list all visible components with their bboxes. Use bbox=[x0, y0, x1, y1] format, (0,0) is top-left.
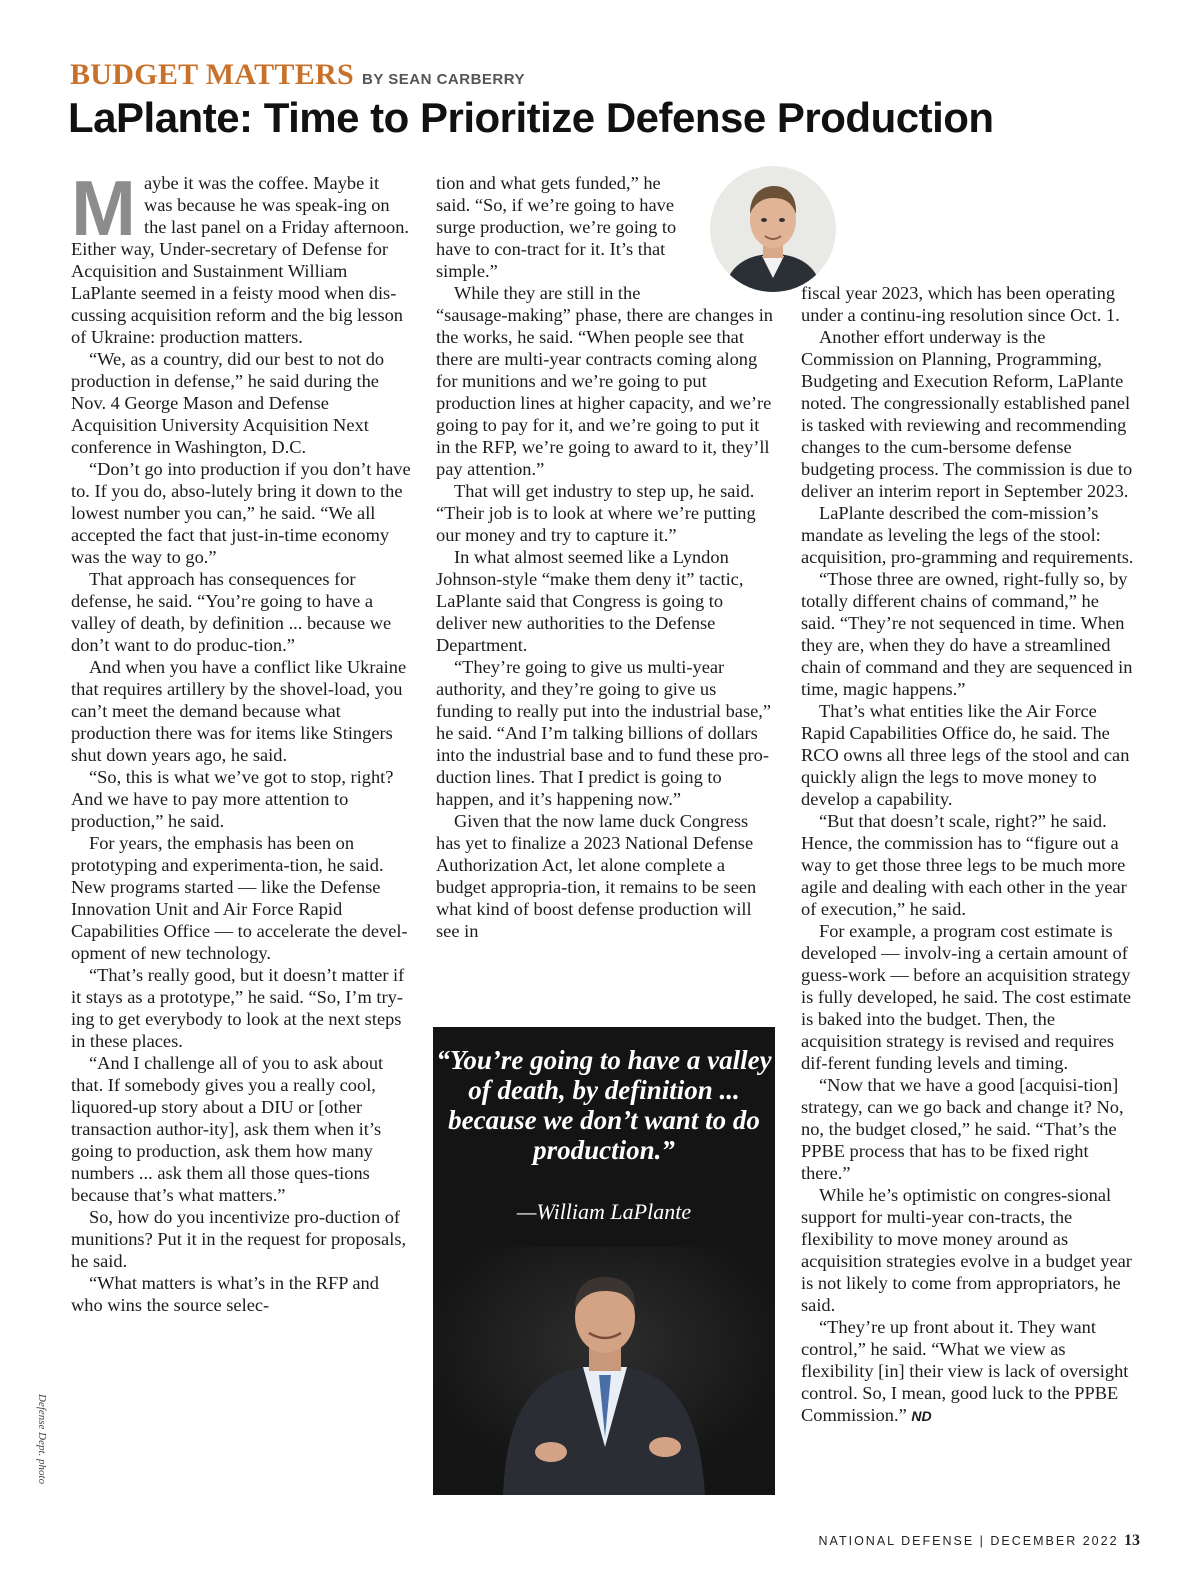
issue-date: DECEMBER 2022 bbox=[990, 1534, 1119, 1548]
paragraph: That approach has consequences for defense, he said. “You’re going to have a valley of death, by definition ... because we don’t want to do produc-tion.” bbox=[71, 569, 392, 655]
page-footer bbox=[819, 1532, 1140, 1550]
paragraph: That will get industry to step up, he said. “Their job is to look at where we’re putting our money and try to capture it.” bbox=[436, 481, 756, 545]
paragraph: Another effort underway is the Commission on Planning, Programming, Budgeting and Execution Reform, LaPlante noted. The congressionally established panel is tasked with reviewing and recommending changes to the cum-bersome defense budgeting process. The commission is due to deliver an interim report in September 2023. bbox=[801, 327, 1133, 501]
paragraph: Given that the now lame duck Congress has yet to finalize a 2023 National Defense Authorization Act, let alone complete a budget appropria-tion, it remains to be seen what kind of boost defense production will see in bbox=[436, 811, 757, 941]
paragraph: And when you have a conflict like Ukraine that requires artillery by the shovel-load, you can’t meet the demand because what production there was for items like Stingers shut down years ago, he said. bbox=[71, 657, 407, 765]
byline: BY SEAN CARBERRY bbox=[362, 71, 526, 88]
article-column-1 bbox=[71, 164, 411, 1316]
paragraph: For example, a program cost estimate is developed — involv-ing a certain amount of guess-work — before an acquisition strategy is fully developed, he said. The cost estimate is baked into the budget. Then, the acquisition strategy is revised and requires dif-ferent funding levels and timing. bbox=[801, 921, 1132, 1073]
photo-credit: Defense Dept. photo bbox=[36, 1394, 48, 1485]
paragraph: That’s what entities like the Air Force Rapid Capabilities Office do, he said. The RCO owns all three legs of the stool and can quickly align the legs to move money to develop a capability. bbox=[801, 701, 1130, 809]
paragraph: “But that doesn’t scale, right?” he said. Hence, the commission has to “figure out a way to get those three legs to be much more agile and dealing with each other in the year of execution,” he said. bbox=[801, 811, 1127, 919]
paragraph: LaPlante described the com-mission’s mandate as leveling the legs of the stool: acquisition, pro-gramming and requirements. bbox=[801, 503, 1134, 567]
pull-quote-text: “You’re going to have a valley of death, by definition ... because we don’t want to do production.” bbox=[436, 1045, 772, 1165]
paragraph: “And I challenge all of you to ask about that. If somebody gives you a really cool, liquored-up story about a DIU or [other transaction author-ity], ask them when it’s going to production, ask them how many numbers ... ask them all those ques-tions because that’s what matters.” bbox=[71, 1053, 384, 1205]
speaker-photo bbox=[433, 1247, 775, 1495]
paragraph: “They’re up front about it. They want control,” he said. “What we view as flexibility [in] their view is lack of oversight control. So, I mean, good luck to the PPBE Commission.” ND bbox=[801, 1317, 1129, 1425]
paragraph: For years, the emphasis has been on prototyping and experimenta-tion, he said. New programs started — like the Defense Innovation Unit and Air Force Rapid Capabilities Office — to accelerate the devel-opment of new technology. bbox=[71, 833, 408, 963]
paragraph: tion and what gets funded,” he said. “So, if we’re going to have surge production, we’re going to have to con-tract for it. It’s that simple.” bbox=[436, 173, 677, 281]
paragraph: So, how do you incentivize pro-duction of munitions? Put it in the request for proposals, he said. bbox=[71, 1207, 407, 1271]
paragraph: “They’re going to give us multi-year authority, and they’re going to give us funding to really put into the industrial base,” he said. “And I’m talking billions of dollars into the industrial base and to fund these pro-duction lines. That I predict is going to happen, and it’s happening now.” bbox=[436, 657, 772, 809]
paragraph: “Now that we have a good [acquisi-tion] strategy, can we go back and change it? No, no, the budget closed,” he said. “That’s the PPBE process that has to be fixed right there.” bbox=[801, 1075, 1124, 1183]
signoff-mark: ND bbox=[911, 1408, 932, 1424]
paragraph: “What matters is what’s in the RFP and who wins the source selec- bbox=[71, 1273, 379, 1315]
article-column-3 bbox=[801, 172, 1136, 1427]
drop-cap: M bbox=[71, 164, 136, 252]
article-headline: LaPlante: Time to Prioritize Defense Production bbox=[68, 94, 994, 141]
pull-quote-box bbox=[433, 1027, 775, 1495]
section-label: BUDGET MATTERS bbox=[70, 58, 354, 91]
article-column-2 bbox=[436, 172, 776, 942]
pull-quote-attribution: —William LaPlante bbox=[516, 1199, 692, 1224]
paragraph: While he’s optimistic on congres-sional support for multi-year con-tracts, the flexibility to move money around as acquisition strategies evolve in a budget year is not likely to come from appropriators, he said. bbox=[801, 1185, 1132, 1315]
paragraph: “So, this is what we’ve got to stop, right? And we have to pay more attention to production,” he said. bbox=[71, 767, 394, 831]
paragraph: While they are still in the “sausage-making” phase, there are changes in the works, he said. “When people see that there are multi-year contracts coming along for munitions and we’re going to put production lines at higher capacity, and we’re going to pay for it, and we’re going to put it in the RFP, we’re going to award to it, they’ll pay attention.” bbox=[436, 283, 774, 479]
paragraph: Maybe it was the coffee. Maybe it was because he was speak-ing on the last panel on a Friday afternoon. Either way, Under-secretary of Defense for Acquisition and Sustainment William LaPlante seemed in a feisty mood when dis-cussing acquisition reform and the big lesson of Ukraine: production matters. bbox=[71, 164, 410, 347]
publication-name: NATIONAL DEFENSE bbox=[818, 1534, 975, 1548]
section-kicker bbox=[70, 58, 525, 92]
paragraph: “Those three are owned, right-fully so, by totally different chains of command,” he said. “They’re not sequenced in time. When they are, when they do have a streamlined chain of command and they are sequenced in time, magic happens.” bbox=[801, 569, 1133, 699]
paragraph: “Don’t go into production if you don’t have to. If you do, abso-lutely bring it down to the lowest number you can,” he said. “We all accepted the fact that just-in-time economy was the way to go.” bbox=[71, 459, 411, 567]
paragraph: fiscal year 2023, which has been operating under a continu-ing resolution since Oct. 1. bbox=[801, 283, 1120, 325]
page-number: 13 bbox=[1124, 1532, 1140, 1549]
paragraph: In what almost seemed like a Lyndon Johnson-style “make them deny it” tactic, LaPlante said that Congress is going to deliver new authorities to the Defense Department. bbox=[436, 547, 744, 655]
footer-separator: | bbox=[979, 1534, 985, 1548]
paragraph: “We, as a country, did our best to not do production in defense,” he said during the Nov. 4 George Mason and Defense Acquisition University Acquisition Next conference in Washington, D.C. bbox=[71, 349, 385, 457]
paragraph: “That’s really good, but it doesn’t matter if it stays as a prototype,” he said. “So, I’m try-ing to get everybody to look at the next steps in these places. bbox=[71, 965, 405, 1051]
